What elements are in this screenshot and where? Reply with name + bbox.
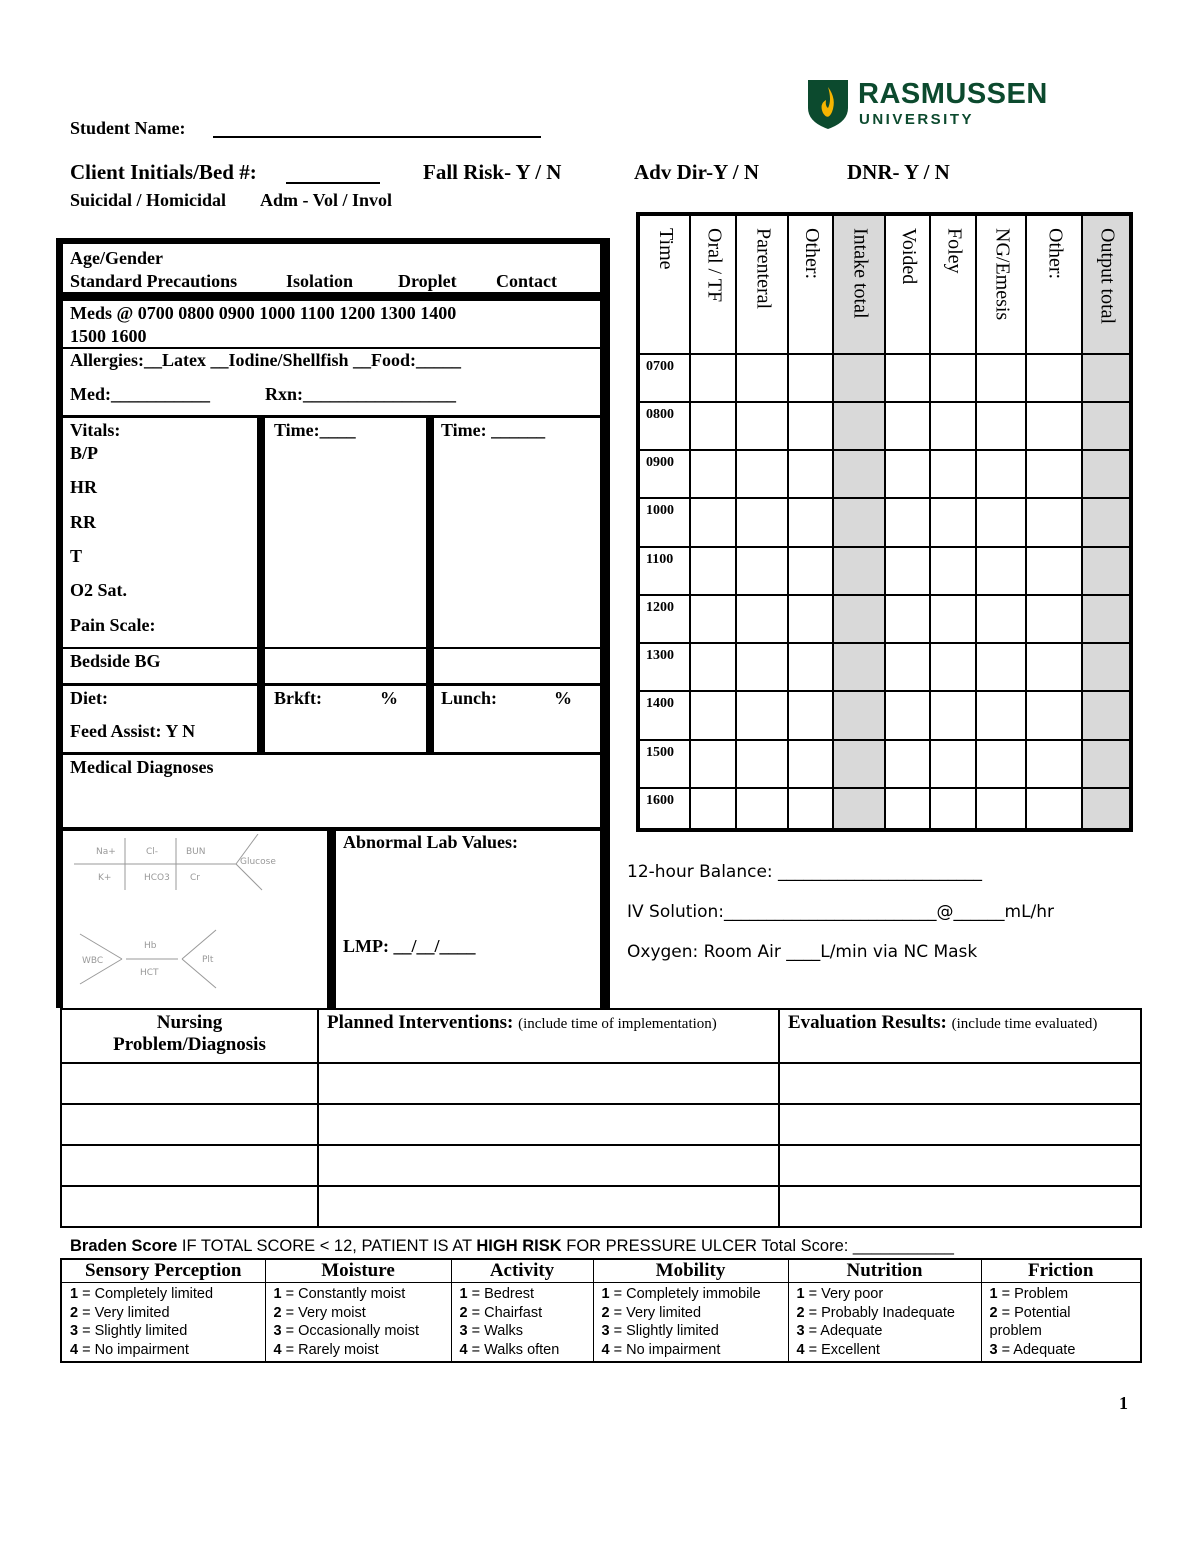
io-entry-cell[interactable] <box>885 691 930 739</box>
fishbone-hb: Hb <box>144 941 157 951</box>
fishbone-cl: Cl- <box>146 847 159 857</box>
admission-status: Adm - Vol / Invol <box>260 190 393 210</box>
io-entry-cell[interactable] <box>885 788 930 830</box>
io-time-cell: 1300 <box>638 643 690 691</box>
braden-item: 3 = Slightly limited <box>601 1323 719 1339</box>
oxygen: Oxygen: Room Air ____L/min via NC Mask <box>627 942 978 962</box>
vitals-hr: HR <box>70 477 97 497</box>
io-entry-cell[interactable] <box>788 691 832 739</box>
braden-text-1: IF TOTAL SCORE < 12, PATIENT IS AT <box>177 1237 477 1255</box>
braden-item: 2 = Very limited <box>70 1304 170 1321</box>
io-entry-cell[interactable] <box>788 450 832 498</box>
nursing-header-row <box>61 1009 1141 1063</box>
io-header-voided: Voided <box>885 214 930 354</box>
age-gender: Age/Gender <box>70 248 163 268</box>
io-time-cell: 1000 <box>638 498 690 546</box>
braden-item: 3 = Occasionally moist <box>273 1323 419 1339</box>
io-entry-cell[interactable] <box>976 450 1026 498</box>
vitals-time-1: Time:____ <box>274 420 356 440</box>
io-header-oral-tf: Oral / TF <box>690 214 735 354</box>
io-entry-cell[interactable] <box>1082 498 1131 546</box>
braden-score-label: Braden Score <box>70 1237 178 1255</box>
standard-precautions: Standard Precautions <box>70 271 238 291</box>
client-initials-label: Client Initials/Bed #: <box>70 160 257 184</box>
io-entry-cell[interactable] <box>930 402 975 450</box>
io-entry-cell[interactable] <box>885 450 930 498</box>
evaluation-cell[interactable] <box>779 1063 1141 1104</box>
evaluation-cell[interactable] <box>779 1145 1141 1186</box>
dnr: DNR- Y / N <box>847 160 950 184</box>
braden-item: 4 = Walks often <box>459 1341 560 1358</box>
lunch-percent: % <box>554 688 572 708</box>
client-initials-line[interactable] <box>286 182 380 184</box>
io-entry-cell[interactable] <box>885 643 930 691</box>
nursing-problem-cell[interactable] <box>61 1145 318 1186</box>
io-entry-cell[interactable] <box>690 788 735 830</box>
interventions-cell[interactable] <box>318 1104 779 1145</box>
io-entry-cell[interactable] <box>736 450 788 498</box>
io-entry-cell[interactable] <box>930 788 975 830</box>
evaluation-cell[interactable] <box>779 1186 1141 1227</box>
braden-column-header: Nutrition <box>788 1259 981 1283</box>
adv-dir: Adv Dir-Y / N <box>634 160 760 184</box>
vitals-label: Vitals: <box>70 420 121 440</box>
io-row <box>638 450 1131 498</box>
io-header-row <box>638 214 1131 354</box>
io-entry-cell[interactable] <box>1026 354 1081 402</box>
io-entry-cell[interactable] <box>736 498 788 546</box>
lunch: Lunch: <box>441 688 498 708</box>
braden-header-row <box>61 1259 1141 1283</box>
io-entry-cell[interactable] <box>976 740 1026 788</box>
io-entry-cell[interactable] <box>833 450 885 498</box>
io-row <box>638 643 1131 691</box>
io-entry-cell[interactable] <box>885 498 930 546</box>
io-entry-cell[interactable] <box>833 740 885 788</box>
io-row <box>638 402 1131 450</box>
braden-column-items <box>593 1283 788 1363</box>
io-entry-cell[interactable] <box>833 547 885 595</box>
vitals-bp: B/P <box>70 443 99 463</box>
io-entry-cell[interactable] <box>788 402 832 450</box>
braden-column-header: Friction <box>981 1259 1141 1283</box>
io-entry-cell[interactable] <box>736 595 788 643</box>
io-entry-cell[interactable] <box>976 547 1026 595</box>
io-entry-cell[interactable] <box>930 450 975 498</box>
io-entry-cell[interactable] <box>788 547 832 595</box>
braden-item: 1 = Problem <box>989 1286 1069 1302</box>
fishbone-wbc: WBC <box>82 956 104 966</box>
lmp: LMP: __/__/____ <box>343 936 476 956</box>
interventions-cell[interactable] <box>318 1186 779 1227</box>
nursing-row <box>61 1186 1141 1227</box>
breakfast: Brkft: <box>274 688 322 708</box>
io-entry-cell[interactable] <box>976 595 1026 643</box>
nursing-row <box>61 1104 1141 1145</box>
diet: Diet: <box>70 688 108 708</box>
meds-times-line2: 1500 1600 <box>70 326 147 346</box>
io-row <box>638 691 1131 739</box>
io-entry-cell[interactable] <box>736 643 788 691</box>
intake-output-table <box>636 212 1133 832</box>
io-entry-cell[interactable] <box>690 643 735 691</box>
braden-item: 1 = Completely limited <box>70 1286 214 1302</box>
fishbone-cr: Cr <box>190 873 200 883</box>
io-time-cell: 1200 <box>638 595 690 643</box>
vitals-o2: O2 Sat. <box>70 580 128 600</box>
io-entry-cell[interactable] <box>930 595 975 643</box>
braden-title-line <box>70 1237 954 1256</box>
droplet: Droplet <box>398 271 457 291</box>
braden-item: 4 = Excellent <box>796 1341 880 1358</box>
nursing-row <box>61 1063 1141 1104</box>
io-time-cell: 1100 <box>638 547 690 595</box>
vitals-pain: Pain Scale: <box>70 615 156 635</box>
braden-column-items <box>265 1283 451 1363</box>
interventions-cell[interactable] <box>318 1063 779 1104</box>
io-entry-cell[interactable] <box>976 402 1026 450</box>
io-entry-cell[interactable] <box>976 788 1026 830</box>
nursing-problem-cell[interactable] <box>61 1063 318 1104</box>
braden-column-items <box>61 1283 265 1363</box>
braden-item: 3 = Slightly limited <box>70 1323 188 1339</box>
iv-solution: IV Solution:_________________________@______mL/hr <box>627 902 1055 922</box>
io-entry-cell[interactable] <box>930 547 975 595</box>
fishbone-glucose: Glucose <box>240 857 276 867</box>
suicidal-homicidal: Suicidal / Homicidal <box>70 190 227 210</box>
io-entry-cell[interactable] <box>1082 354 1131 402</box>
twelve-hour-balance: 12-hour Balance: ________________________ <box>627 862 983 882</box>
student-name-label: Student Name: <box>70 118 186 138</box>
io-entry-cell[interactable] <box>1026 643 1081 691</box>
logo <box>806 78 1051 132</box>
io-entry-cell[interactable] <box>1082 595 1131 643</box>
io-entry-cell[interactable] <box>885 547 930 595</box>
io-row <box>638 740 1131 788</box>
logo-name: RASMUSSEN <box>858 78 1048 110</box>
evaluation-cell[interactable] <box>779 1104 1141 1145</box>
io-entry-cell[interactable] <box>976 643 1026 691</box>
braden-column-items <box>788 1283 981 1363</box>
braden-item: 1 = Constantly moist <box>273 1286 406 1302</box>
vitals-temp: T <box>70 546 83 566</box>
io-entry-cell[interactable] <box>833 691 885 739</box>
io-entry-cell[interactable] <box>1082 402 1131 450</box>
fishbone-k: K+ <box>98 873 112 883</box>
braden-item: problem <box>989 1323 1042 1339</box>
io-entry-cell[interactable] <box>690 595 735 643</box>
io-entry-cell[interactable] <box>736 354 788 402</box>
io-entry-cell[interactable] <box>930 643 975 691</box>
evaluation-results-header: Evaluation Results: (include time evaluated) <box>779 1009 1141 1063</box>
braden-item: 3 = Adequate <box>989 1341 1076 1358</box>
lab-fishbone-diagram <box>66 834 324 1004</box>
nursing-problem-cell[interactable] <box>61 1104 318 1145</box>
io-entry-cell[interactable] <box>1026 595 1081 643</box>
braden-column-items <box>981 1283 1141 1363</box>
io-row <box>638 547 1131 595</box>
braden-item: 4 = Rarely moist <box>273 1341 379 1358</box>
io-entry-cell[interactable] <box>788 498 832 546</box>
io-entry-cell[interactable] <box>1082 547 1131 595</box>
braden-item: 2 = Very limited <box>601 1304 702 1321</box>
io-header-time: Time <box>638 214 690 354</box>
io-entry-cell[interactable] <box>690 547 735 595</box>
io-entry-cell[interactable] <box>833 498 885 546</box>
io-entry-cell[interactable] <box>833 643 885 691</box>
io-entry-cell[interactable] <box>930 498 975 546</box>
fishbone-bun: BUN <box>186 847 206 857</box>
io-header-other-output: Other: <box>1026 214 1081 354</box>
braden-item: 2 = Chairfast <box>459 1304 543 1321</box>
io-entry-cell[interactable] <box>690 354 735 402</box>
braden-column-header: Sensory Perception <box>61 1259 265 1283</box>
braden-high-risk: HIGH RISK <box>476 1237 562 1255</box>
vitals-rr: RR <box>70 512 96 532</box>
nursing-problem-cell[interactable] <box>61 1186 318 1227</box>
braden-column-header: Moisture <box>265 1259 451 1283</box>
braden-item: 3 = Walks <box>459 1323 524 1339</box>
io-entry-cell[interactable] <box>833 402 885 450</box>
io-entry-cell[interactable] <box>788 643 832 691</box>
io-entry-cell[interactable] <box>833 354 885 402</box>
io-entry-cell[interactable] <box>788 354 832 402</box>
braden-column-header: Activity <box>451 1259 593 1283</box>
io-entry-cell[interactable] <box>885 740 930 788</box>
braden-item: 1 = Very poor <box>796 1286 884 1302</box>
braden-item: 4 = No impairment <box>70 1341 189 1358</box>
io-entry-cell[interactable] <box>690 740 735 788</box>
io-entry-cell[interactable] <box>1026 498 1081 546</box>
io-entry-cell[interactable] <box>976 498 1026 546</box>
fishbone-na: Na+ <box>96 847 116 857</box>
io-time-cell: 0800 <box>638 402 690 450</box>
io-entry-cell[interactable] <box>736 691 788 739</box>
braden-item: 2 = Very moist <box>273 1304 366 1321</box>
io-entry-cell[interactable] <box>736 547 788 595</box>
io-entry-cell[interactable] <box>1082 740 1131 788</box>
io-header-foley: Foley <box>930 214 975 354</box>
braden-item: 2 = Potential <box>989 1304 1071 1321</box>
braden-table <box>60 1258 1142 1363</box>
io-row <box>638 498 1131 546</box>
meds-times-line1: Meds @ 0700 0800 0900 1000 1100 1200 1300 1400 <box>70 303 457 323</box>
io-entry-cell[interactable] <box>930 740 975 788</box>
page-number: 1 <box>1119 1393 1128 1413</box>
logo-subtitle: UNIVERSITY <box>859 111 975 128</box>
contact: Contact <box>496 271 557 291</box>
io-time-cell: 0900 <box>638 450 690 498</box>
io-entry-cell[interactable] <box>690 450 735 498</box>
nursing-row <box>61 1145 1141 1186</box>
io-entry-cell[interactable] <box>736 788 788 830</box>
feed-assist: Feed Assist: Y N <box>70 721 196 741</box>
allergy-rxn: Rxn:_________________ <box>265 384 457 404</box>
flame-shield-icon <box>806 78 850 130</box>
braden-column-header: Mobility <box>593 1259 788 1283</box>
io-entry-cell[interactable] <box>788 740 832 788</box>
io-entry-cell[interactable] <box>1026 450 1081 498</box>
bedside-bg: Bedside BG <box>70 651 161 671</box>
io-entry-cell[interactable] <box>885 402 930 450</box>
io-row <box>638 354 1131 402</box>
student-name-line[interactable] <box>213 136 541 138</box>
io-entry-cell[interactable] <box>690 498 735 546</box>
fishbone-plt: Plt <box>202 955 214 965</box>
io-entry-cell[interactable] <box>930 691 975 739</box>
io-entry-cell[interactable] <box>1026 740 1081 788</box>
allergies: Allergies:__Latex __Iodine/Shellfish __Food:_____ <box>70 350 461 370</box>
io-entry-cell[interactable] <box>1026 402 1081 450</box>
io-entry-cell[interactable] <box>885 595 930 643</box>
io-row <box>638 595 1131 643</box>
vitals-time-2: Time: ______ <box>441 420 546 440</box>
io-header-other-intake: Other: <box>788 214 832 354</box>
io-row <box>638 788 1131 830</box>
io-entry-cell[interactable] <box>1026 691 1081 739</box>
allergy-med: Med:___________ <box>70 384 210 404</box>
io-entry-cell[interactable] <box>736 402 788 450</box>
io-entry-cell[interactable] <box>788 788 832 830</box>
io-header-parenteral: Parenteral <box>736 214 788 354</box>
fishbone-hco3: HCO3 <box>144 873 170 883</box>
io-entry-cell[interactable] <box>833 595 885 643</box>
io-entry-cell[interactable] <box>976 691 1026 739</box>
braden-item: 3 = Adequate <box>796 1323 883 1339</box>
io-entry-cell[interactable] <box>1082 788 1131 830</box>
io-entry-cell[interactable] <box>976 354 1026 402</box>
io-entry-cell[interactable] <box>833 788 885 830</box>
io-header-output-total: Output total <box>1082 214 1131 354</box>
braden-body-row <box>61 1283 1141 1363</box>
io-entry-cell[interactable] <box>690 691 735 739</box>
io-time-cell: 1400 <box>638 691 690 739</box>
io-header-ng-emesis: NG/Emesis <box>976 214 1026 354</box>
braden-item: 4 = No impairment <box>601 1341 721 1358</box>
io-entry-cell[interactable] <box>1082 450 1131 498</box>
braden-item: 2 = Probably Inadequate <box>796 1304 955 1321</box>
io-time-cell: 1600 <box>638 788 690 830</box>
isolation: Isolation <box>286 271 354 291</box>
io-entry-cell[interactable] <box>788 595 832 643</box>
io-entry-cell[interactable] <box>736 740 788 788</box>
braden-column-items <box>451 1283 593 1363</box>
planned-interventions-header: Planned Interventions: (include time of implementation) <box>318 1009 779 1063</box>
io-entry-cell[interactable] <box>1082 643 1131 691</box>
io-entry-cell[interactable] <box>885 354 930 402</box>
medical-diagnoses: Medical Diagnoses <box>70 757 214 777</box>
nursing-care-table <box>60 1008 1142 1228</box>
io-header-intake-total: Intake total <box>833 214 885 354</box>
braden-item: 1 = Completely immobile <box>601 1286 761 1302</box>
io-entry-cell[interactable] <box>1082 691 1131 739</box>
io-time-cell: 1500 <box>638 740 690 788</box>
io-entry-cell[interactable] <box>1026 788 1081 830</box>
fall-risk: Fall Risk- Y / N <box>423 160 562 184</box>
braden-item: 1 = Bedrest <box>459 1286 535 1302</box>
fishbone-hct: HCT <box>140 968 159 978</box>
interventions-cell[interactable] <box>318 1145 779 1186</box>
io-entry-cell[interactable] <box>690 402 735 450</box>
braden-text-2: FOR PRESSURE ULCER Total Score: ___________ <box>561 1237 954 1255</box>
abnormal-lab-values: Abnormal Lab Values: <box>343 832 519 852</box>
io-time-cell: 0700 <box>638 354 690 402</box>
nursing-problem-header: Nursing Problem/Diagnosis <box>61 1009 318 1063</box>
io-entry-cell[interactable] <box>930 354 975 402</box>
breakfast-percent: % <box>380 688 398 708</box>
io-entry-cell[interactable] <box>1026 547 1081 595</box>
